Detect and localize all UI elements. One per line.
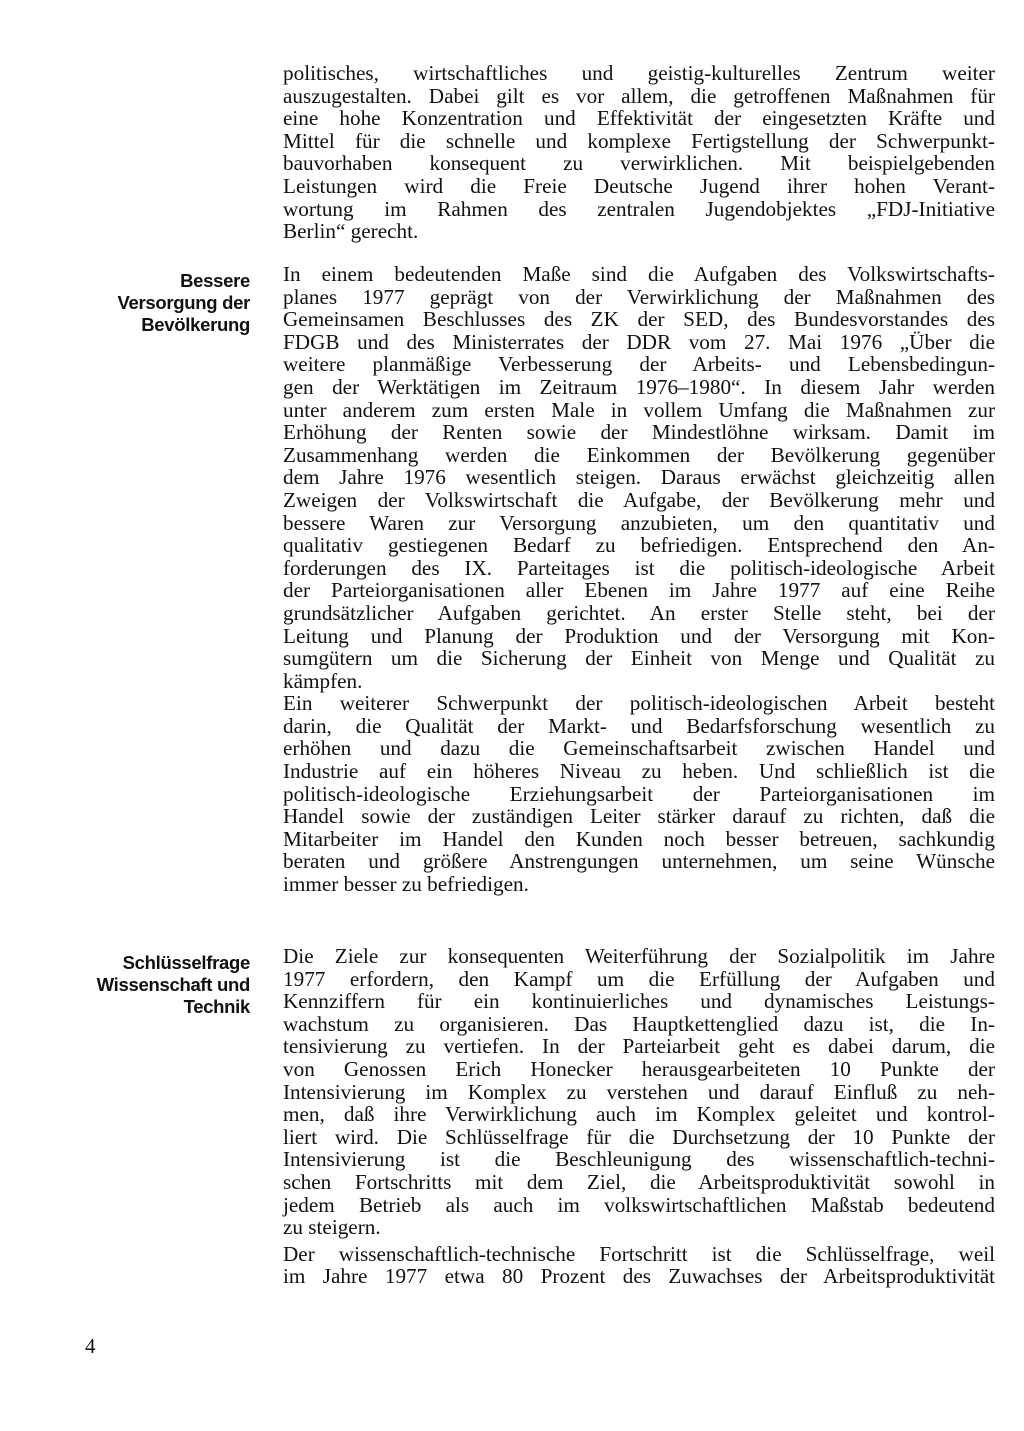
text-line: planes 1977 geprägt von der Verwirklichung der Maßnahmen des [283,284,995,309]
text-line: unter anderem zum ersten Male in vollem Umfang die Maßnahmen zur [283,397,995,422]
text-line: immer besser zu befriedigen. [283,872,529,897]
text-line: auszugestalten. Dabei gilt es vor allem, die getroffenen Maßnahmen für [283,83,995,108]
text-line: eine hohe Konzentration und Effektivität der eingesetzten Kräfte und [283,106,995,131]
heading-line: Bevölkerung [141,314,250,335]
text-line: beraten und größere Anstrengungen unternehmen, um seine Wünsche [283,849,995,874]
text-line: darin, die Qualität der Markt- und Bedarfsforschung wesentlich zu [283,713,995,738]
paragraph [283,1243,995,1288]
page-number: 4 [85,1334,96,1358]
heading-line: Wissenschaft und [96,974,250,995]
intro-paragraph [283,62,995,243]
text-line: forderungen des IX. Parteitages ist die politisch-ideologische Arbeit [283,555,995,580]
text-line: kämpfen. [283,668,363,693]
text-line: weitere planmäßige Verbesserung der Arbeits- und Lebensbedingun- [283,352,995,377]
text-line: In einem bedeutenden Maße sind die Aufgaben des Volkswirtschafts- [283,262,995,286]
paragraph [283,263,995,692]
text-line: sumgütern um die Sicherung der Einheit von Menge und Qualität zu [283,646,995,671]
text-line: qualitativ gestiegenen Bedarf zu befriedigen. Entsprechend den An- [283,533,995,558]
text-line: Mitarbeiter im Handel den Kunden noch besser betreuen, sachkundig [283,826,995,851]
text-line: wortung im Rahmen des zentralen Jugendobjektes „FDJ-Initiative [283,196,995,221]
text-line: Handel sowie der zuständigen Leiter stärker darauf zu richten, daß die [283,804,995,829]
text-line: bauvorhaben konsequent zu verwirklichen. Mit beispielgebenden [283,151,995,176]
text-line: liert wird. Die Schlüsselfrage für die Durchsetzung der 10 Punkte der [283,1124,995,1149]
text-line: FDGB und des Ministerrates der DDR vom 27. Mai 1976 „Über die [283,329,995,354]
text-line: dem Jahre 1976 wesentlich steigen. Daraus erwächst gleichzeitig allen [283,465,995,490]
text-line: Gemeinsamen Beschlusses des ZK der SED, des Bundesvorstandes des [283,307,995,332]
text-line: grundsätzlicher Aufgaben gerichtet. An erster Stelle steht, bei der [283,600,995,625]
text-line: Ein weiterer Schwerpunkt der politisch-ideologischen Arbeit besteht [283,691,995,716]
text-line: Berlin“ gerecht. [283,219,419,244]
heading-line: Schlüsselfrage [122,952,250,973]
paragraph [283,945,995,1239]
text-line: Leistungen wird die Freie Deutsche Jugend ihrer hohen Verant- [283,173,995,198]
text-line: Erhöhung der Renten sowie der Mindestlöhne wirksam. Damit im [283,420,995,445]
text-line: erhöhen und dazu die Gemeinschaftsarbeit zwischen Handel und [283,736,995,761]
text-line: 1977 erfordern, den Kampf um die Erfüllung der Aufgaben und [283,966,995,991]
text-line: politisches, wirtschaftliches und geistig-kulturelles Zentrum weiter [283,61,995,85]
text-line: von Genossen Erich Honecker herausgearbeiteten 10 Punkte der [283,1056,995,1081]
text-line: Mittel für die schnelle und komplexe Fertigstellung der Schwerpunkt- [283,128,995,153]
heading-line: Versorgung der [117,292,250,313]
text-line: men, daß ihre Verwirklichung auch im Komplex geleitet und kontrol- [283,1102,995,1127]
section-body-schluesselfrage [283,945,995,1288]
text-line: Intensivierung ist die Beschleunigung des wissenschaftlich-techni- [283,1147,995,1172]
text-line: Industrie auf ein höheres Niveau zu heben. Und schließlich ist die [283,759,995,784]
text-line: Intensivierung im Komplex zu verstehen und darauf Einfluß zu neh- [283,1079,995,1104]
text-line: wachstum zu organisieren. Das Hauptkettenglied dazu ist, die In- [283,1011,995,1036]
text-line: im Jahre 1977 etwa 80 Prozent des Zuwachses der Arbeitsproduktivität [283,1264,995,1289]
text-line: zu steigern. [283,1215,381,1240]
text-line: tensivierung zu vertiefen. In der Parteiarbeit geht es dabei darum, die [283,1034,995,1059]
text-line: der Parteiorganisationen aller Ebenen im Jahre 1977 auf eine Reihe [283,578,995,603]
text-line: Leitung und Planung der Produktion und der Versorgung mit Kon- [283,623,995,648]
section-body-versorgung [283,263,995,896]
heading-line: Technik [183,996,250,1017]
text-line: Die Ziele zur konsequenten Weiterführung der Sozialpolitik im Jahre [283,944,995,968]
heading-line: Bessere [180,270,250,291]
text-line: Zweigen der Volkswirtschaft die Aufgabe, der Bevölkerung mehr und [283,487,995,512]
text-line: schen Fortschritts mit dem Ziel, die Arbeitsproduktivität sowohl in [283,1169,995,1194]
text-line: politisch-ideologische Erziehungsarbeit der Parteiorganisationen im [283,781,995,806]
paragraph [283,692,995,895]
intro-text [283,62,995,243]
text-line: Der wissenschaftlich-technische Fortschritt ist die Schlüsselfrage, weil [283,1241,995,1266]
section-heading-schluesselfrage [60,952,250,1018]
text-line: gen der Werktätigen im Zeitraum 1976–1980“. In diesem Jahr werden [283,374,995,399]
text-line: Zusammenhang werden die Einkommen der Bevölkerung gegenüber [283,442,995,467]
section-heading-versorgung [60,270,250,336]
text-line: Kennziffern für ein kontinuierliches und dynamisches Leistungs- [283,989,995,1014]
text-line: bessere Waren zur Versorgung anzubieten, um den quantitativ und [283,510,995,535]
text-line: jedem Betrieb als auch im volkswirtschaftlichen Maßstab bedeutend [283,1192,995,1217]
